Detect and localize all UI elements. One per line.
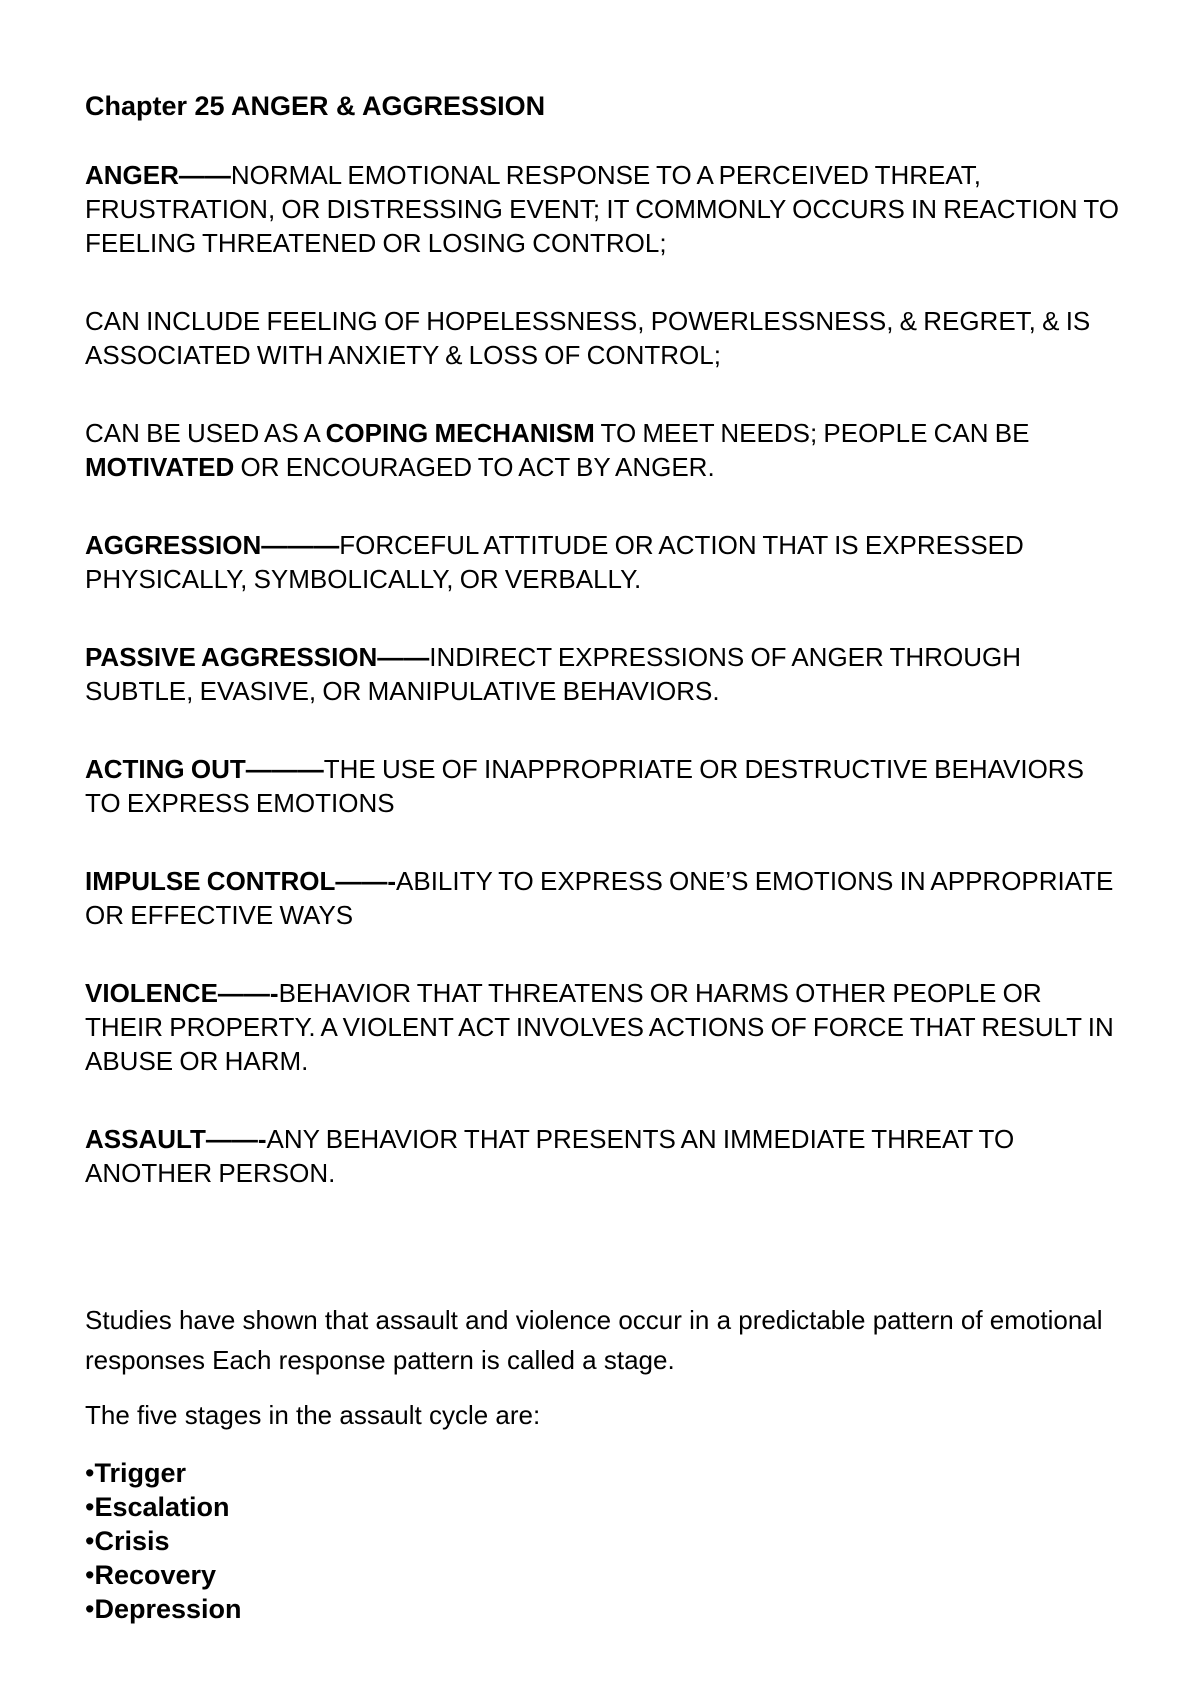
term-anger-dash: —— (178, 160, 231, 190)
term-anger: ANGER (85, 160, 179, 190)
term-assault: ASSAULT (85, 1124, 206, 1154)
anger-feelings-paragraph (85, 304, 1125, 372)
stages-intro: The five stages in the assault cycle are: (85, 1400, 541, 1430)
term-passive-aggression: PASSIVE AGGRESSION (85, 642, 378, 672)
stage-item-crisis: • Crisis (85, 1524, 1125, 1558)
term-acting-out: ACTING OUT (85, 754, 246, 784)
anger-coping-paragraph (85, 416, 1125, 484)
anger-coping-text-2: TO MEET NEEDS; PEOPLE CAN BE (594, 418, 1030, 448)
document-page (85, 88, 1125, 1626)
definition-violence-text: BEHAVIOR THAT THREATENS OR HARMS OTHER PEOPLE OR THEIR PROPERTY. A VIOLENT ACT INVOLVES ACTIONS OF FORCE THAT RESULT IN ABUSE OR HARM. (85, 978, 1114, 1076)
definition-acting-out-text: THE USE OF INAPPROPRIATE OR DESTRUCTIVE BEHAVIORS TO EXPRESS EMOTIONS (85, 754, 1084, 818)
definition-aggression (85, 528, 1125, 596)
term-violence-dash: ——- (217, 978, 279, 1008)
term-coping-mechanism: COPING MECHANISM (325, 418, 595, 448)
definition-assault-text: ANY BEHAVIOR THAT PRESENTS AN IMMEDIATE THREAT TO ANOTHER PERSON. (85, 1124, 1015, 1188)
term-passive-aggression-dash: —— (377, 642, 430, 672)
anger-feelings-text: CAN INCLUDE FEELING OF HOPELESSNESS, POWERLESSNESS, & REGRET, & IS ASSOCIATED WITH ANXIETY & LOSS OF CONTROL; (85, 306, 1091, 370)
term-aggression-dash: ——— (261, 530, 340, 560)
term-motivated: MOTIVATED (85, 452, 235, 482)
stage-item-escalation: • Escalation (85, 1490, 1125, 1524)
stage-item-depression: • Depression (85, 1592, 1125, 1626)
definition-anger (85, 158, 1125, 260)
stage-item-trigger: • Trigger (85, 1456, 1125, 1490)
definition-acting-out (85, 752, 1125, 820)
stage-item-recovery: • Recovery (85, 1558, 1125, 1592)
assault-cycle-stages-list (85, 1456, 1125, 1626)
definition-assault (85, 1122, 1125, 1190)
definition-passive-aggression-text: INDIRECT EXPRESSIONS OF ANGER THROUGH SUBTLE, EVASIVE, OR MANIPULATIVE BEHAVIORS. (85, 642, 1021, 706)
term-aggression: AGGRESSION (85, 530, 262, 560)
term-violence: VIOLENCE (85, 978, 218, 1008)
definition-impulse-control-text: ABILITY TO EXPRESS ONE’S EMOTIONS IN APPROPRIATE OR EFFECTIVE WAYS (85, 866, 1114, 930)
anger-coping-text-3: OR ENCOURAGED TO ACT BY ANGER. (234, 452, 715, 482)
definition-impulse-control (85, 864, 1125, 932)
anger-coping-text-1: CAN BE USED AS A (85, 418, 326, 448)
definition-violence (85, 976, 1125, 1078)
studies-paragraph: Studies have shown that assault and violence occur in a predictable pattern of emotional responses Each response pattern is called a stage. (85, 1305, 1103, 1375)
term-assault-dash: ——- (205, 1124, 267, 1154)
chapter-title: Chapter 25 ANGER & AGGRESSION (85, 91, 546, 121)
definition-anger-text: NORMAL EMOTIONAL RESPONSE TO A PERCEIVED THREAT, FRUSTRATION, OR DISTRESSING EVENT; IT COMMONLY OCCURS IN REACTION TO FEELING THREATENED OR LOSING CONTROL; (85, 160, 1119, 258)
term-acting-out-dash: ——— (245, 754, 324, 784)
definition-aggression-text: FORCEFUL ATTITUDE OR ACTION THAT IS EXPRESSED PHYSICALLY, SYMBOLICALLY, OR VERBALLY. (85, 530, 1024, 594)
definition-passive-aggression (85, 640, 1125, 708)
term-impulse-control: IMPULSE CONTROL (85, 866, 336, 896)
term-impulse-control-dash: ——- (335, 866, 397, 896)
